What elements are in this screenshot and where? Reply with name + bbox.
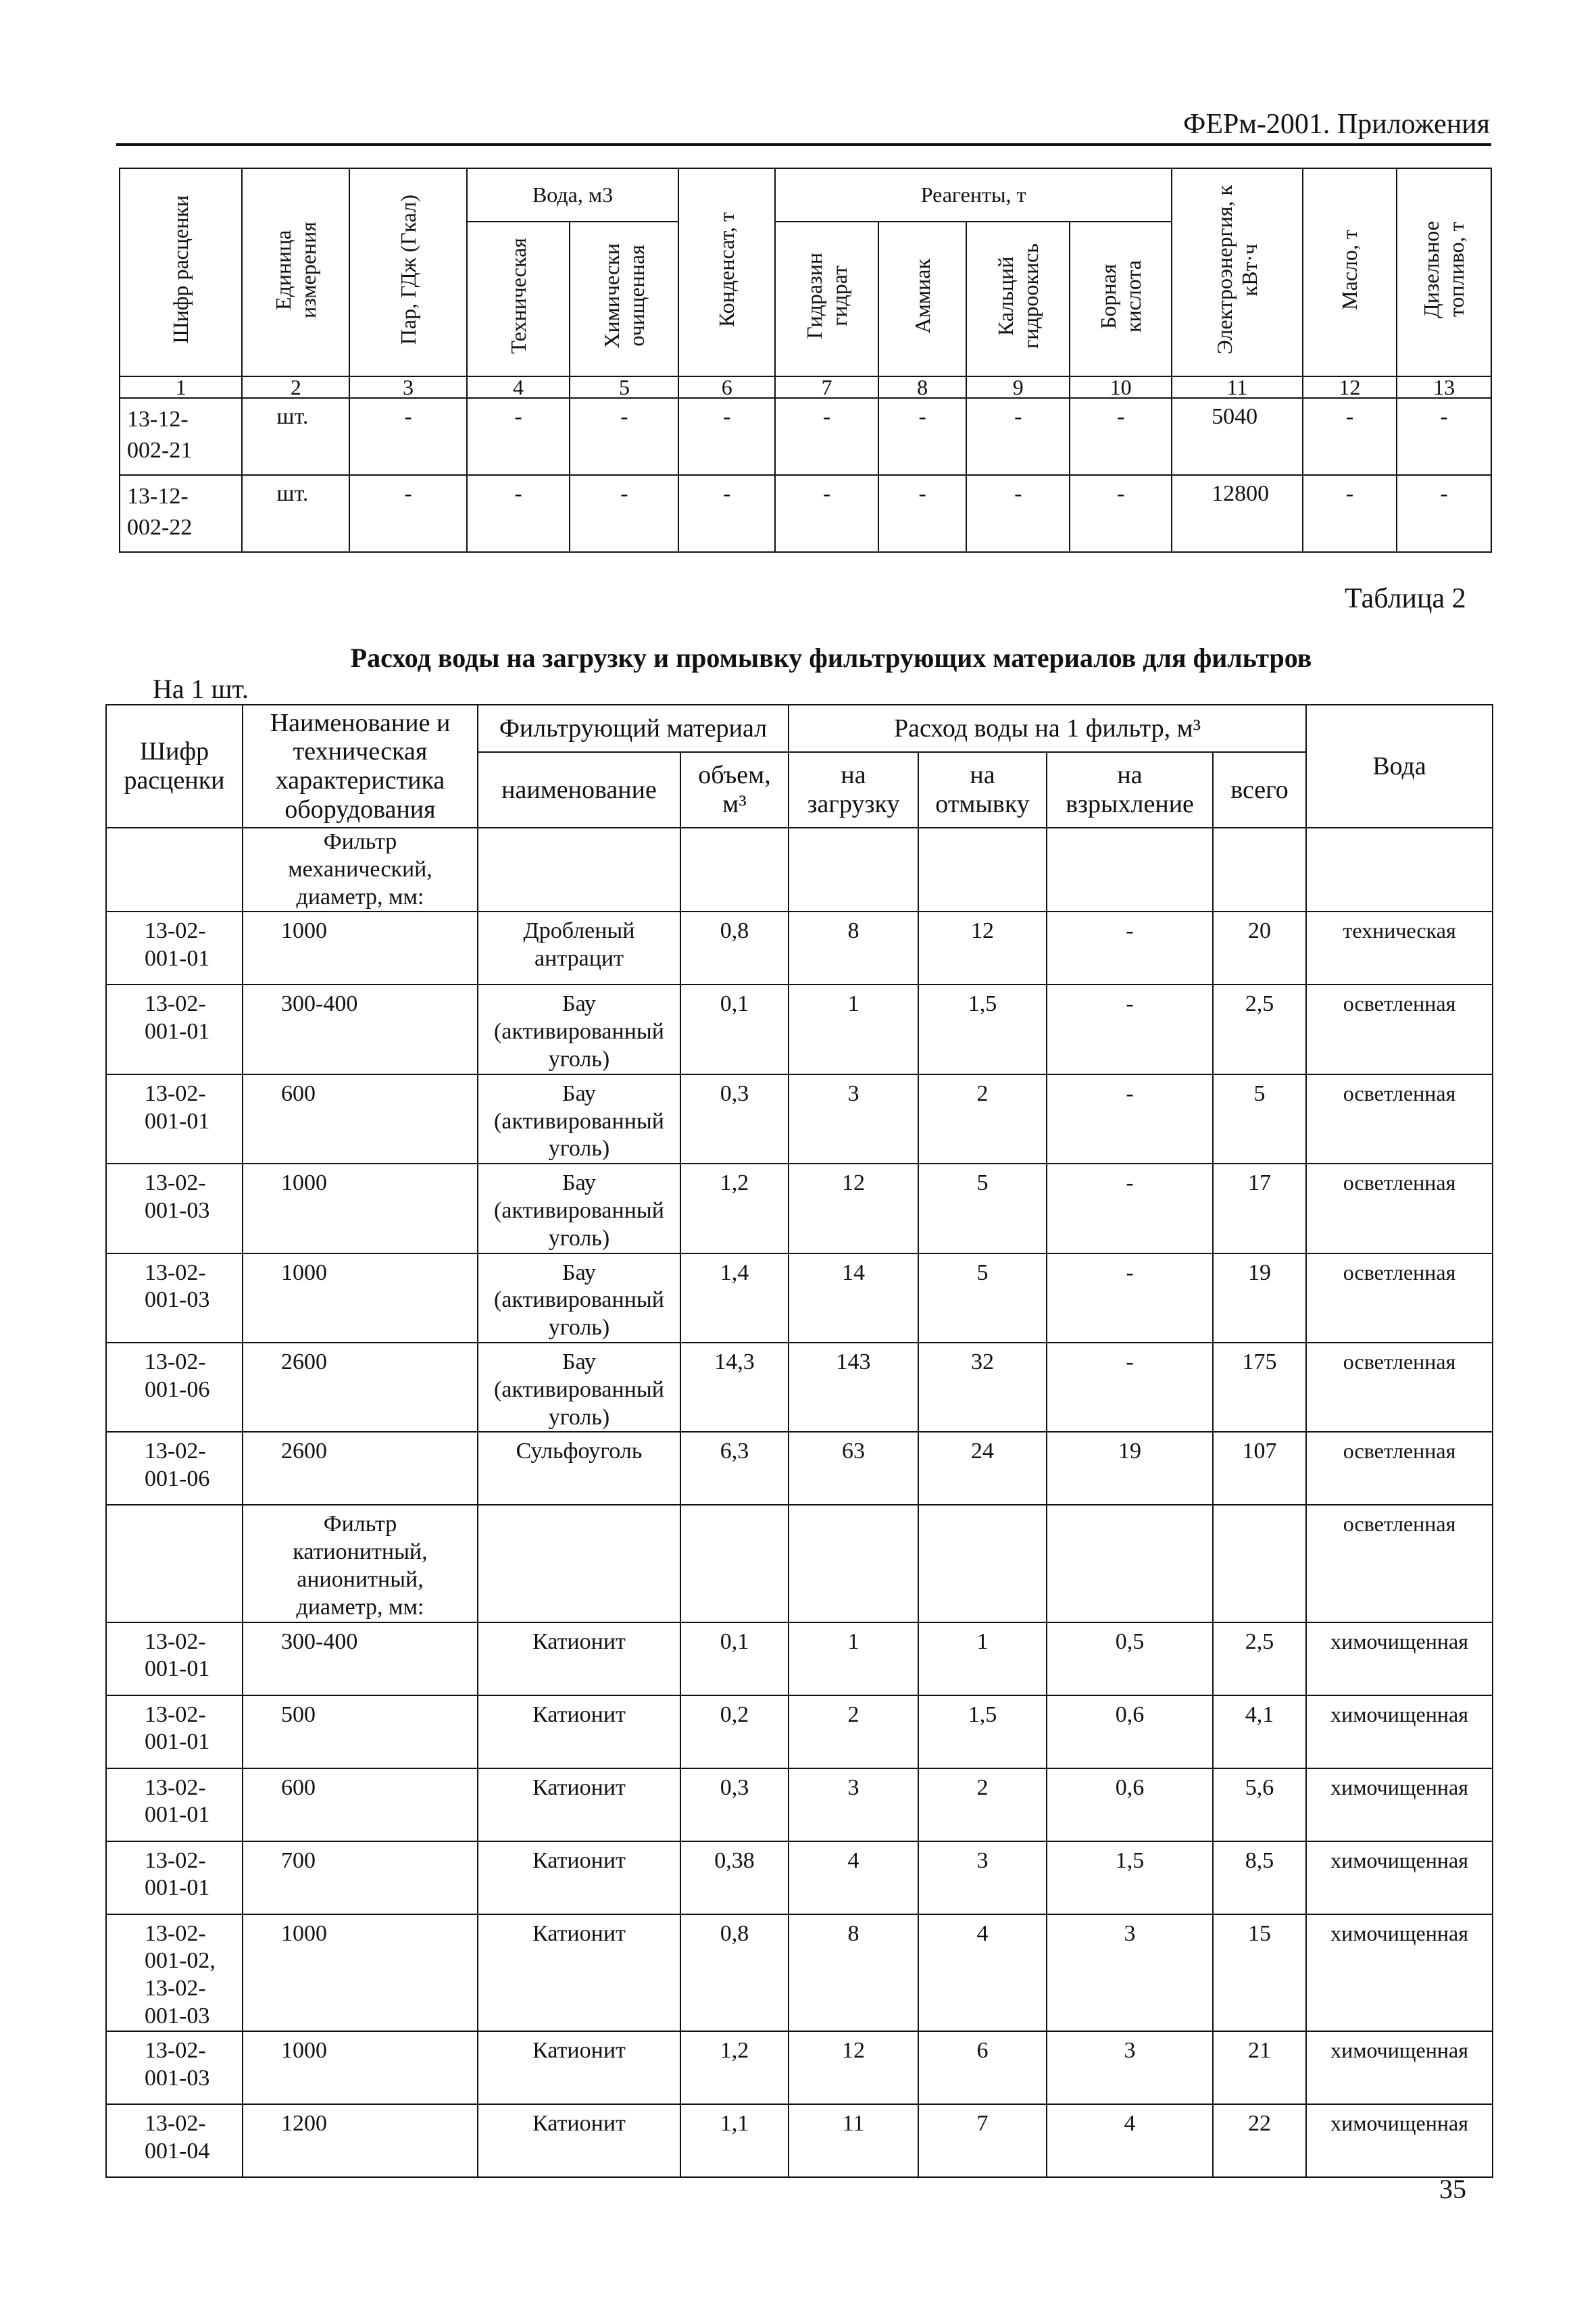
- cell-size: 600: [243, 1768, 478, 1841]
- cell-wash: 1,5: [918, 1695, 1047, 1768]
- table-row: [106, 1253, 1493, 1343]
- cell-load: 1: [789, 985, 918, 1074]
- table-row: [106, 2031, 1493, 2104]
- group-header-row: [106, 1505, 1493, 1622]
- cell-volume: 0,1: [680, 985, 789, 1074]
- t1-col-steam: Пар, ГДж (Гкал): [349, 168, 466, 376]
- cell-load: 3: [789, 1074, 918, 1164]
- cell-load: 1: [789, 1622, 918, 1695]
- group-label-ion-exchange: Фильтр катионитный, анионитный, диаметр, мм:: [243, 1505, 478, 1622]
- cell-water: осветленная: [1306, 1074, 1493, 1164]
- table-row: [106, 2104, 1493, 2177]
- cell-size: 1000: [243, 912, 478, 985]
- cell-code: 13-02- 001-01: [106, 1074, 243, 1164]
- cell-total: 15: [1213, 1914, 1306, 2031]
- cell-loosen: -: [1047, 912, 1213, 985]
- cell-material: Дробленый антрацит: [478, 912, 680, 985]
- cell-volume: 0,8: [680, 912, 789, 985]
- table-row: [106, 1914, 1493, 2031]
- cell-loosen: 0,5: [1047, 1622, 1213, 1695]
- cell-water: техническая: [1306, 912, 1493, 985]
- cell-load: 143: [789, 1343, 918, 1432]
- cell-load: 2: [789, 1695, 918, 1768]
- cell-loosen: 0,6: [1047, 1768, 1213, 1841]
- cell-water: осветленная: [1306, 1164, 1493, 1253]
- cell-code: 13-02- 001-06: [106, 1432, 243, 1505]
- cell-volume: 0,8: [680, 1914, 789, 2031]
- cell-total: 4,1: [1213, 1695, 1306, 1768]
- cell-volume: 0,2: [680, 1695, 789, 1768]
- cell-volume: 1,2: [680, 1164, 789, 1253]
- cell-material: Катионит: [478, 2031, 680, 2104]
- running-header: ФЕРм-2001. Приложения: [1183, 109, 1490, 140]
- cell-wash: 6: [918, 2031, 1047, 2104]
- t1-col-electricity: Электроэнергия, к кВт·ч: [1172, 168, 1303, 376]
- t2-group-consumption: Расход воды на 1 фильтр, м³: [789, 705, 1306, 752]
- cell-load: 4: [789, 1841, 918, 1914]
- cell-load: 11: [789, 2104, 918, 2177]
- cell-wash: 4: [918, 1914, 1047, 2031]
- cell-material: Катионит: [478, 1768, 680, 1841]
- cell-load: 8: [789, 1914, 918, 2031]
- cell-material: Бау (активированный уголь): [478, 1253, 680, 1343]
- t2-col-load: на загрузку: [789, 752, 918, 828]
- cell-material: Катионит: [478, 2104, 680, 2177]
- cell-code: 13-02- 001-01: [106, 985, 243, 1074]
- group-header-row: [106, 828, 1493, 912]
- cell-volume: 0,38: [680, 1841, 789, 1914]
- cell-material: Бау (активированный уголь): [478, 1164, 680, 1253]
- cell-load: 3: [789, 1768, 918, 1841]
- cell-wash: 1: [918, 1622, 1047, 1695]
- cell-code: 13-02- 001-04: [106, 2104, 243, 2177]
- t1-group-reagents: Реагенты, т: [775, 168, 1172, 222]
- cell-total: 175: [1213, 1343, 1306, 1432]
- cell-code: 13-02- 001-01: [106, 1695, 243, 1768]
- cell-volume: 0,3: [680, 1074, 789, 1164]
- cell-load: 12: [789, 2031, 918, 2104]
- cell-volume: 6,3: [680, 1432, 789, 1505]
- table-row: [106, 1074, 1493, 1164]
- t1-col-chem-water: Химически очищенная: [570, 222, 678, 377]
- cell-water: химочищенная: [1306, 1622, 1493, 1695]
- cell-code: 13-02- 001-06: [106, 1343, 243, 1432]
- cell-water: химочищенная: [1306, 1914, 1493, 2031]
- cell-wash: 32: [918, 1343, 1047, 1432]
- header-rule: [116, 143, 1491, 146]
- cell-material: Бау (активированный уголь): [478, 985, 680, 1074]
- t2-col-water: Вода: [1306, 705, 1493, 828]
- table-row: [106, 985, 1493, 1074]
- t1-col-boric: Борная кислота: [1070, 222, 1172, 377]
- t1-col-oil: Масло, т: [1303, 168, 1397, 376]
- cell-size: 1000: [243, 1253, 478, 1343]
- page-number: 35: [1439, 2174, 1466, 2204]
- t1-col-code: Шифр расценки: [120, 168, 242, 376]
- t2-col-material-name: наименование: [478, 752, 680, 828]
- cell-wash: 3: [918, 1841, 1047, 1914]
- water-consumption-table: [105, 704, 1493, 2178]
- cell-volume: 0,1: [680, 1622, 789, 1695]
- table-label: Таблица 2: [1345, 583, 1466, 614]
- cell-loosen: 19: [1047, 1432, 1213, 1505]
- table-row: [106, 1432, 1493, 1505]
- cell-loosen: 3: [1047, 1914, 1213, 2031]
- cell-code: 13-02- 001-01: [106, 1768, 243, 1841]
- cell-code: 13-02- 001-03: [106, 2031, 243, 2104]
- t1-col-hydrazine: Гидразин гидрат: [775, 222, 878, 377]
- cell-volume: 1,1: [680, 2104, 789, 2177]
- cell-total: 8,5: [1213, 1841, 1306, 1914]
- cell-wash: 7: [918, 2104, 1047, 2177]
- cell-total: 22: [1213, 2104, 1306, 2177]
- cell-code: 13-02- 001-01: [106, 912, 243, 985]
- cell-size: 1000: [243, 2031, 478, 2104]
- cell-loosen: 1,5: [1047, 1841, 1213, 1914]
- cell-material: Бау (активированный уголь): [478, 1074, 680, 1164]
- cell-size: 700: [243, 1841, 478, 1914]
- t2-col-name: Наименование и техническая характеристика оборудования: [243, 705, 478, 828]
- cell-total: 20: [1213, 912, 1306, 985]
- cell-code: 13-02- 001-01: [106, 1622, 243, 1695]
- table-title: Расход воды на загрузку и промывку фильтрующих материалов для фильтров: [350, 643, 1312, 673]
- cell-material: Катионит: [478, 1622, 680, 1695]
- cell-water: химочищенная: [1306, 1841, 1493, 1914]
- cell-loosen: -: [1047, 1074, 1213, 1164]
- table-row: [106, 1343, 1493, 1432]
- cell-water: химочищенная: [1306, 2031, 1493, 2104]
- group-label-mechanical: Фильтр механический, диаметр, мм:: [243, 828, 478, 912]
- cell-material: Катионит: [478, 1914, 680, 2031]
- cell-loosen: 3: [1047, 2031, 1213, 2104]
- cell-size: 1200: [243, 2104, 478, 2177]
- cell-water: осветленная: [1306, 1432, 1493, 1505]
- table-row: [106, 1164, 1493, 1253]
- t2-group-filter-material: Фильтрующий материал: [478, 705, 789, 752]
- cell-size: 2600: [243, 1343, 478, 1432]
- cell-water: химочищенная: [1306, 1695, 1493, 1768]
- cell-wash: 2: [918, 1074, 1047, 1164]
- cell-total: 5: [1213, 1074, 1306, 1164]
- cell-load: 63: [789, 1432, 918, 1505]
- cell-volume: 14,3: [680, 1343, 789, 1432]
- t1-group-water: Вода, м3: [467, 168, 679, 222]
- cell-wash: 1,5: [918, 985, 1047, 1074]
- t2-col-volume: объем, м³: [680, 752, 789, 828]
- cell-wash: 12: [918, 912, 1047, 985]
- table-row: 13-12- 002-21 шт. - - - - - - - - 5040 - -: [120, 398, 1491, 475]
- cell-code: 13-02- 001-01: [106, 1841, 243, 1914]
- table-row: [106, 1695, 1493, 1768]
- cell-size: 1000: [243, 1914, 478, 2031]
- cell-load: 8: [789, 912, 918, 985]
- table-row: 13-12- 002-22 шт. - - - - - - - - 12800 - -: [120, 475, 1491, 552]
- t1-col-ammonia: Аммиак: [878, 222, 966, 377]
- cell-loosen: -: [1047, 1253, 1213, 1343]
- cell-size: 600: [243, 1074, 478, 1164]
- cell-total: 5,6: [1213, 1768, 1306, 1841]
- cell-loosen: -: [1047, 1164, 1213, 1253]
- t1-col-tech-water: Техническая: [467, 222, 570, 377]
- cell-material: Катионит: [478, 1841, 680, 1914]
- cell-material: Катионит: [478, 1695, 680, 1768]
- cell-material: Сульфоуголь: [478, 1432, 680, 1505]
- t2-col-wash: на отмывку: [918, 752, 1047, 828]
- cell-code: 13-02- 001-03: [106, 1253, 243, 1343]
- table-row: [106, 1622, 1493, 1695]
- cell-total: 19: [1213, 1253, 1306, 1343]
- cell-load: 14: [789, 1253, 918, 1343]
- cell-size: 300-400: [243, 1622, 478, 1695]
- cell-total: 2,5: [1213, 985, 1306, 1074]
- t1-col-diesel: Дизельное топливо, т: [1397, 168, 1491, 376]
- cell-code: 13-02- 001-03: [106, 1164, 243, 1253]
- cell-size: 2600: [243, 1432, 478, 1505]
- cell-size: 1000: [243, 1164, 478, 1253]
- cell-code: 13-02- 001-02, 13-02- 001-03: [106, 1914, 243, 2031]
- cell-wash: 5: [918, 1253, 1047, 1343]
- cell-total: 2,5: [1213, 1622, 1306, 1695]
- cell-volume: 1,4: [680, 1253, 789, 1343]
- cell-size: 300-400: [243, 985, 478, 1074]
- cell-loosen: 4: [1047, 2104, 1213, 2177]
- cell-water: осветленная: [1306, 1253, 1493, 1343]
- cell-water: осветленная: [1306, 1505, 1493, 1622]
- cell-volume: 0,3: [680, 1768, 789, 1841]
- cell-material: Бау (активированный уголь): [478, 1343, 680, 1432]
- cell-wash: 24: [918, 1432, 1047, 1505]
- t1-number-row: 1 2 3 4 5 6 7 8 9 10 11 12 13: [120, 376, 1491, 398]
- cell-water: химочищенная: [1306, 2104, 1493, 2177]
- cell-wash: 2: [918, 1768, 1047, 1841]
- t2-col-code: Шифр расценки: [106, 705, 243, 828]
- t2-col-loosen: на взрыхление: [1047, 752, 1213, 828]
- cell-wash: 5: [918, 1164, 1047, 1253]
- table-row: [106, 912, 1493, 985]
- cell-water: химочищенная: [1306, 1768, 1493, 1841]
- cell-water: осветленная: [1306, 985, 1493, 1074]
- unit-note: На 1 шт.: [153, 674, 249, 704]
- table-row: [106, 1768, 1493, 1841]
- table-row: [106, 1841, 1493, 1914]
- cell-loosen: -: [1047, 1343, 1213, 1432]
- cell-loosen: 0,6: [1047, 1695, 1213, 1768]
- t2-col-total: всего: [1213, 752, 1306, 828]
- cell-loosen: -: [1047, 985, 1213, 1074]
- cell-total: 107: [1213, 1432, 1306, 1505]
- t1-col-condensate: Конденсат, т: [678, 168, 775, 376]
- cell-total: 21: [1213, 2031, 1306, 2104]
- t1-col-unit: Единица измерения: [242, 168, 349, 376]
- cell-total: 17: [1213, 1164, 1306, 1253]
- cell-water: осветленная: [1306, 1343, 1493, 1432]
- t1-col-calcium: Кальций гидроокись: [966, 222, 1070, 377]
- cell-size: 500: [243, 1695, 478, 1768]
- resource-table: [119, 168, 1492, 553]
- cell-volume: 1,2: [680, 2031, 789, 2104]
- cell-load: 12: [789, 1164, 918, 1253]
